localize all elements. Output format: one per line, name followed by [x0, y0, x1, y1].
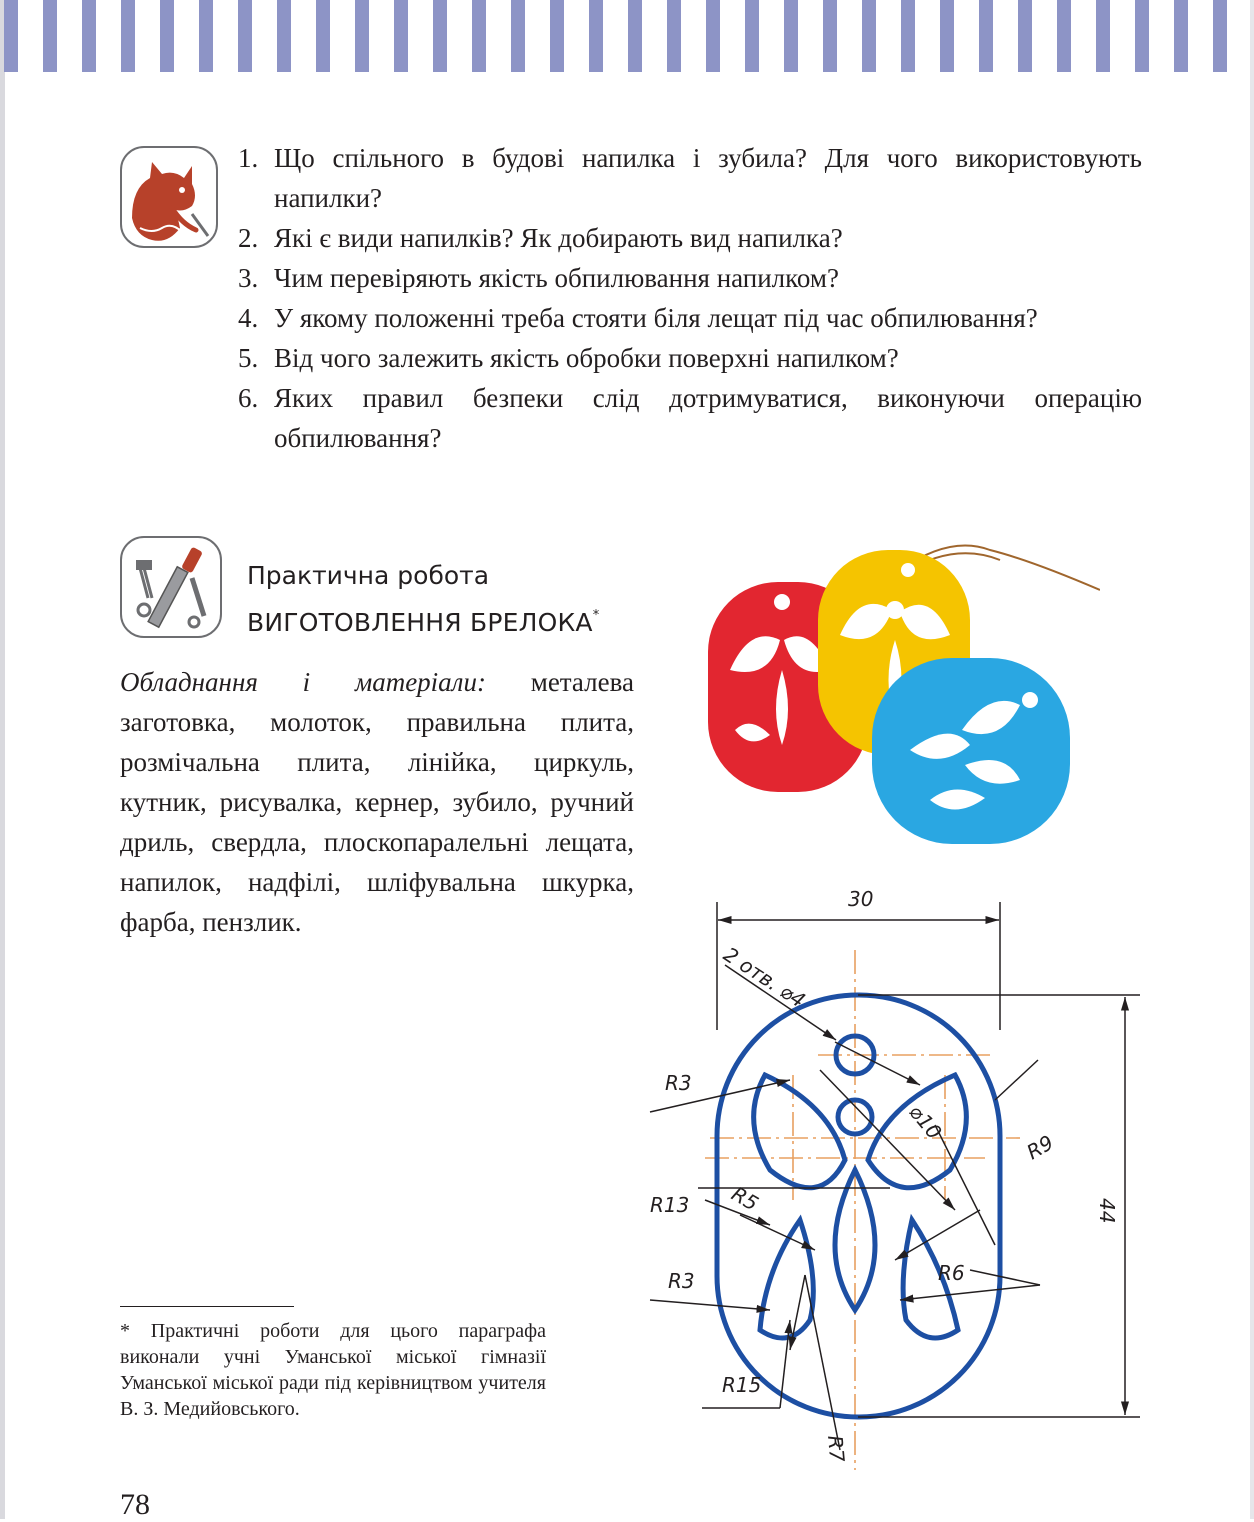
- dim-r3-bottom-label: R3: [668, 1269, 695, 1293]
- dim-r7-label: R7: [823, 1434, 850, 1463]
- dim-height-label: 44: [1095, 1198, 1119, 1224]
- question-3: 3. Чим перевіряють якість обпилювання напилком?: [238, 263, 839, 293]
- keychain-technical-drawing: [640, 880, 1150, 1480]
- dim-r9-label: R9: [1022, 1130, 1058, 1165]
- review-questions: [238, 138, 1142, 458]
- dim-r3-top-label: R3: [665, 1071, 692, 1095]
- materials-paragraph: [120, 662, 634, 942]
- keychains-photo: [700, 530, 1100, 850]
- materials-lead: Обладнання і матеріали:: [120, 667, 486, 697]
- metalwork-tools-icon: [120, 536, 222, 638]
- dim-d10-label: ⌀10: [904, 1099, 947, 1144]
- practical-work-title: ВИГОТОВЛЕННЯ БРЕЛОКА*: [247, 608, 600, 637]
- footnote-rule: [120, 1306, 294, 1307]
- practical-work-label: Практична робота: [247, 561, 490, 590]
- dim-r13-label: R13: [650, 1193, 690, 1217]
- question-6: 6. Яких правил безпеки слід дотримуватися, виконуючи операцію обпилювання?: [238, 383, 1142, 453]
- dim-width-label: 30: [848, 887, 874, 911]
- header-stripes: [4, 0, 1232, 72]
- dim-r6-label: R6: [938, 1261, 965, 1285]
- question-2: 2. Які є види напилків? Як добирають вид напилка?: [238, 223, 843, 253]
- footnote: * Практичні роботи для цього параграфа виконали учні Уманської міської гімназії Уманської міської ради під керівництвом учителя В. З. Медийовського.: [120, 1320, 546, 1420]
- page-right-edge: [1250, 0, 1254, 1519]
- practical-work-heading: [247, 556, 599, 643]
- question-4: 4. У якому положенні треба стояти біля лещат під час обпилювання?: [238, 303, 1038, 333]
- question-1: 1. Що спільного в будові напилка і зубила? Для чого використовують напилки?: [238, 143, 1142, 213]
- dim-holes-label: 2 отв. ⌀4: [719, 942, 810, 1013]
- page-number: 78: [120, 1488, 150, 1521]
- dim-r15-label: R15: [722, 1373, 762, 1397]
- dim-r5-label: R5: [727, 1181, 763, 1216]
- page-left-edge: [0, 0, 5, 1519]
- materials-text: металева заготовка, молоток, правильна плита, розмічальна плита, лінійка, циркуль, кутник, рисувалка, кернер, зубило, ручний дриль, свердла, плоскопаралельні лещата, напилок, надфілі, шліфувальна шкурка, фарба, пензлик.: [120, 667, 634, 937]
- thinking-character-icon: [120, 146, 218, 248]
- question-5: 5. Від чого залежить якість обробки поверхні напилком?: [238, 343, 899, 373]
